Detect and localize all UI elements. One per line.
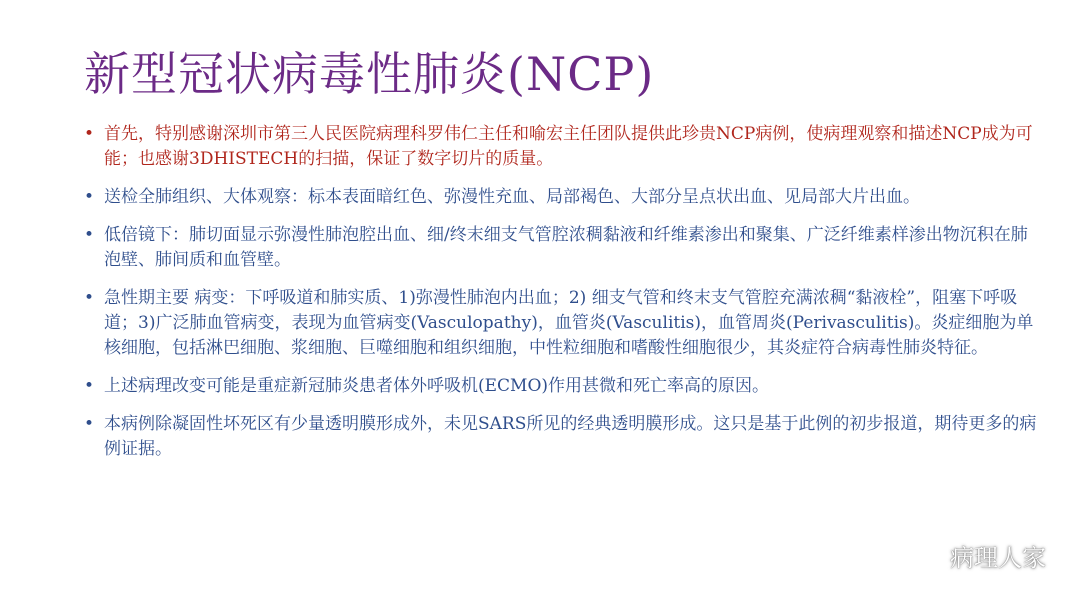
watermark-text: 病理人家 (950, 544, 1046, 572)
bullet-item (84, 185, 1044, 210)
bullet-text: 送检全肺组织、大体观察：标本表面暗红色、弥漫性充血、局部褐色、大部分呈点状出血、见局部大片出血。 (104, 187, 920, 207)
bullet-item (84, 223, 1044, 273)
bullet-marker: • (84, 124, 95, 144)
slide-title: 新型冠状病毒性肺炎(NCP) (84, 47, 655, 101)
bullet-marker: • (84, 288, 95, 308)
bullet-text: 首先，特别感谢深圳市第三人民医院病理科罗伟仁主任和喻宏主任团队提供此珍贵NCP病例，使病理观察和描述NCP成为可能；也感谢3DHISTECH的扫描，保证了数字切片的质量。 (104, 124, 1033, 169)
bullet-marker: • (84, 414, 95, 434)
bullet-item (84, 412, 1044, 462)
bullet-marker: • (84, 225, 95, 245)
bullet-marker: • (84, 187, 95, 207)
bullet-text: 低倍镜下：肺切面显示弥漫性肺泡腔出血、细/终末细支气管腔浓稠黏液和纤维素渗出和聚集、广泛纤维素样渗出物沉积在肺泡壁、肺间质和血管壁。 (104, 225, 1028, 270)
bullet-text: 本病例除凝固性坏死区有少量透明膜形成外，未见SARS所见的经典透明膜形成。这只是基于此例的初步报道，期待更多的病例证据。 (104, 414, 1037, 459)
bullet-item (84, 374, 1044, 399)
wechat-icon (912, 543, 942, 569)
watermark (912, 538, 1046, 573)
bullet-list (84, 122, 1044, 475)
bullet-marker: • (84, 376, 95, 396)
bullet-item (84, 122, 1044, 172)
bullet-text: 上述病理改变可能是重症新冠肺炎患者体外呼吸机(ECMO)作用甚微和死亡率高的原因。 (104, 376, 770, 396)
bullet-text: 急性期主要 病变：下呼吸道和肺实质、1)弥漫性肺泡内出血；2) 细支气管和终末支气管腔充满浓稠“黏液栓”，阻塞下呼吸道；3)广泛肺血管病变，表现为血管病变(Vasculopathy)，血管炎(Vasculitis)，血管周炎(Perivasculitis)。炎症细胞为单核细胞，包括淋巴细胞、浆细胞、巨噬细胞和组织细胞，中性粒细胞和嗜酸性细胞很少，其炎症符合病毒性肺炎特征。 (104, 288, 1034, 358)
bullet-item (84, 286, 1044, 361)
